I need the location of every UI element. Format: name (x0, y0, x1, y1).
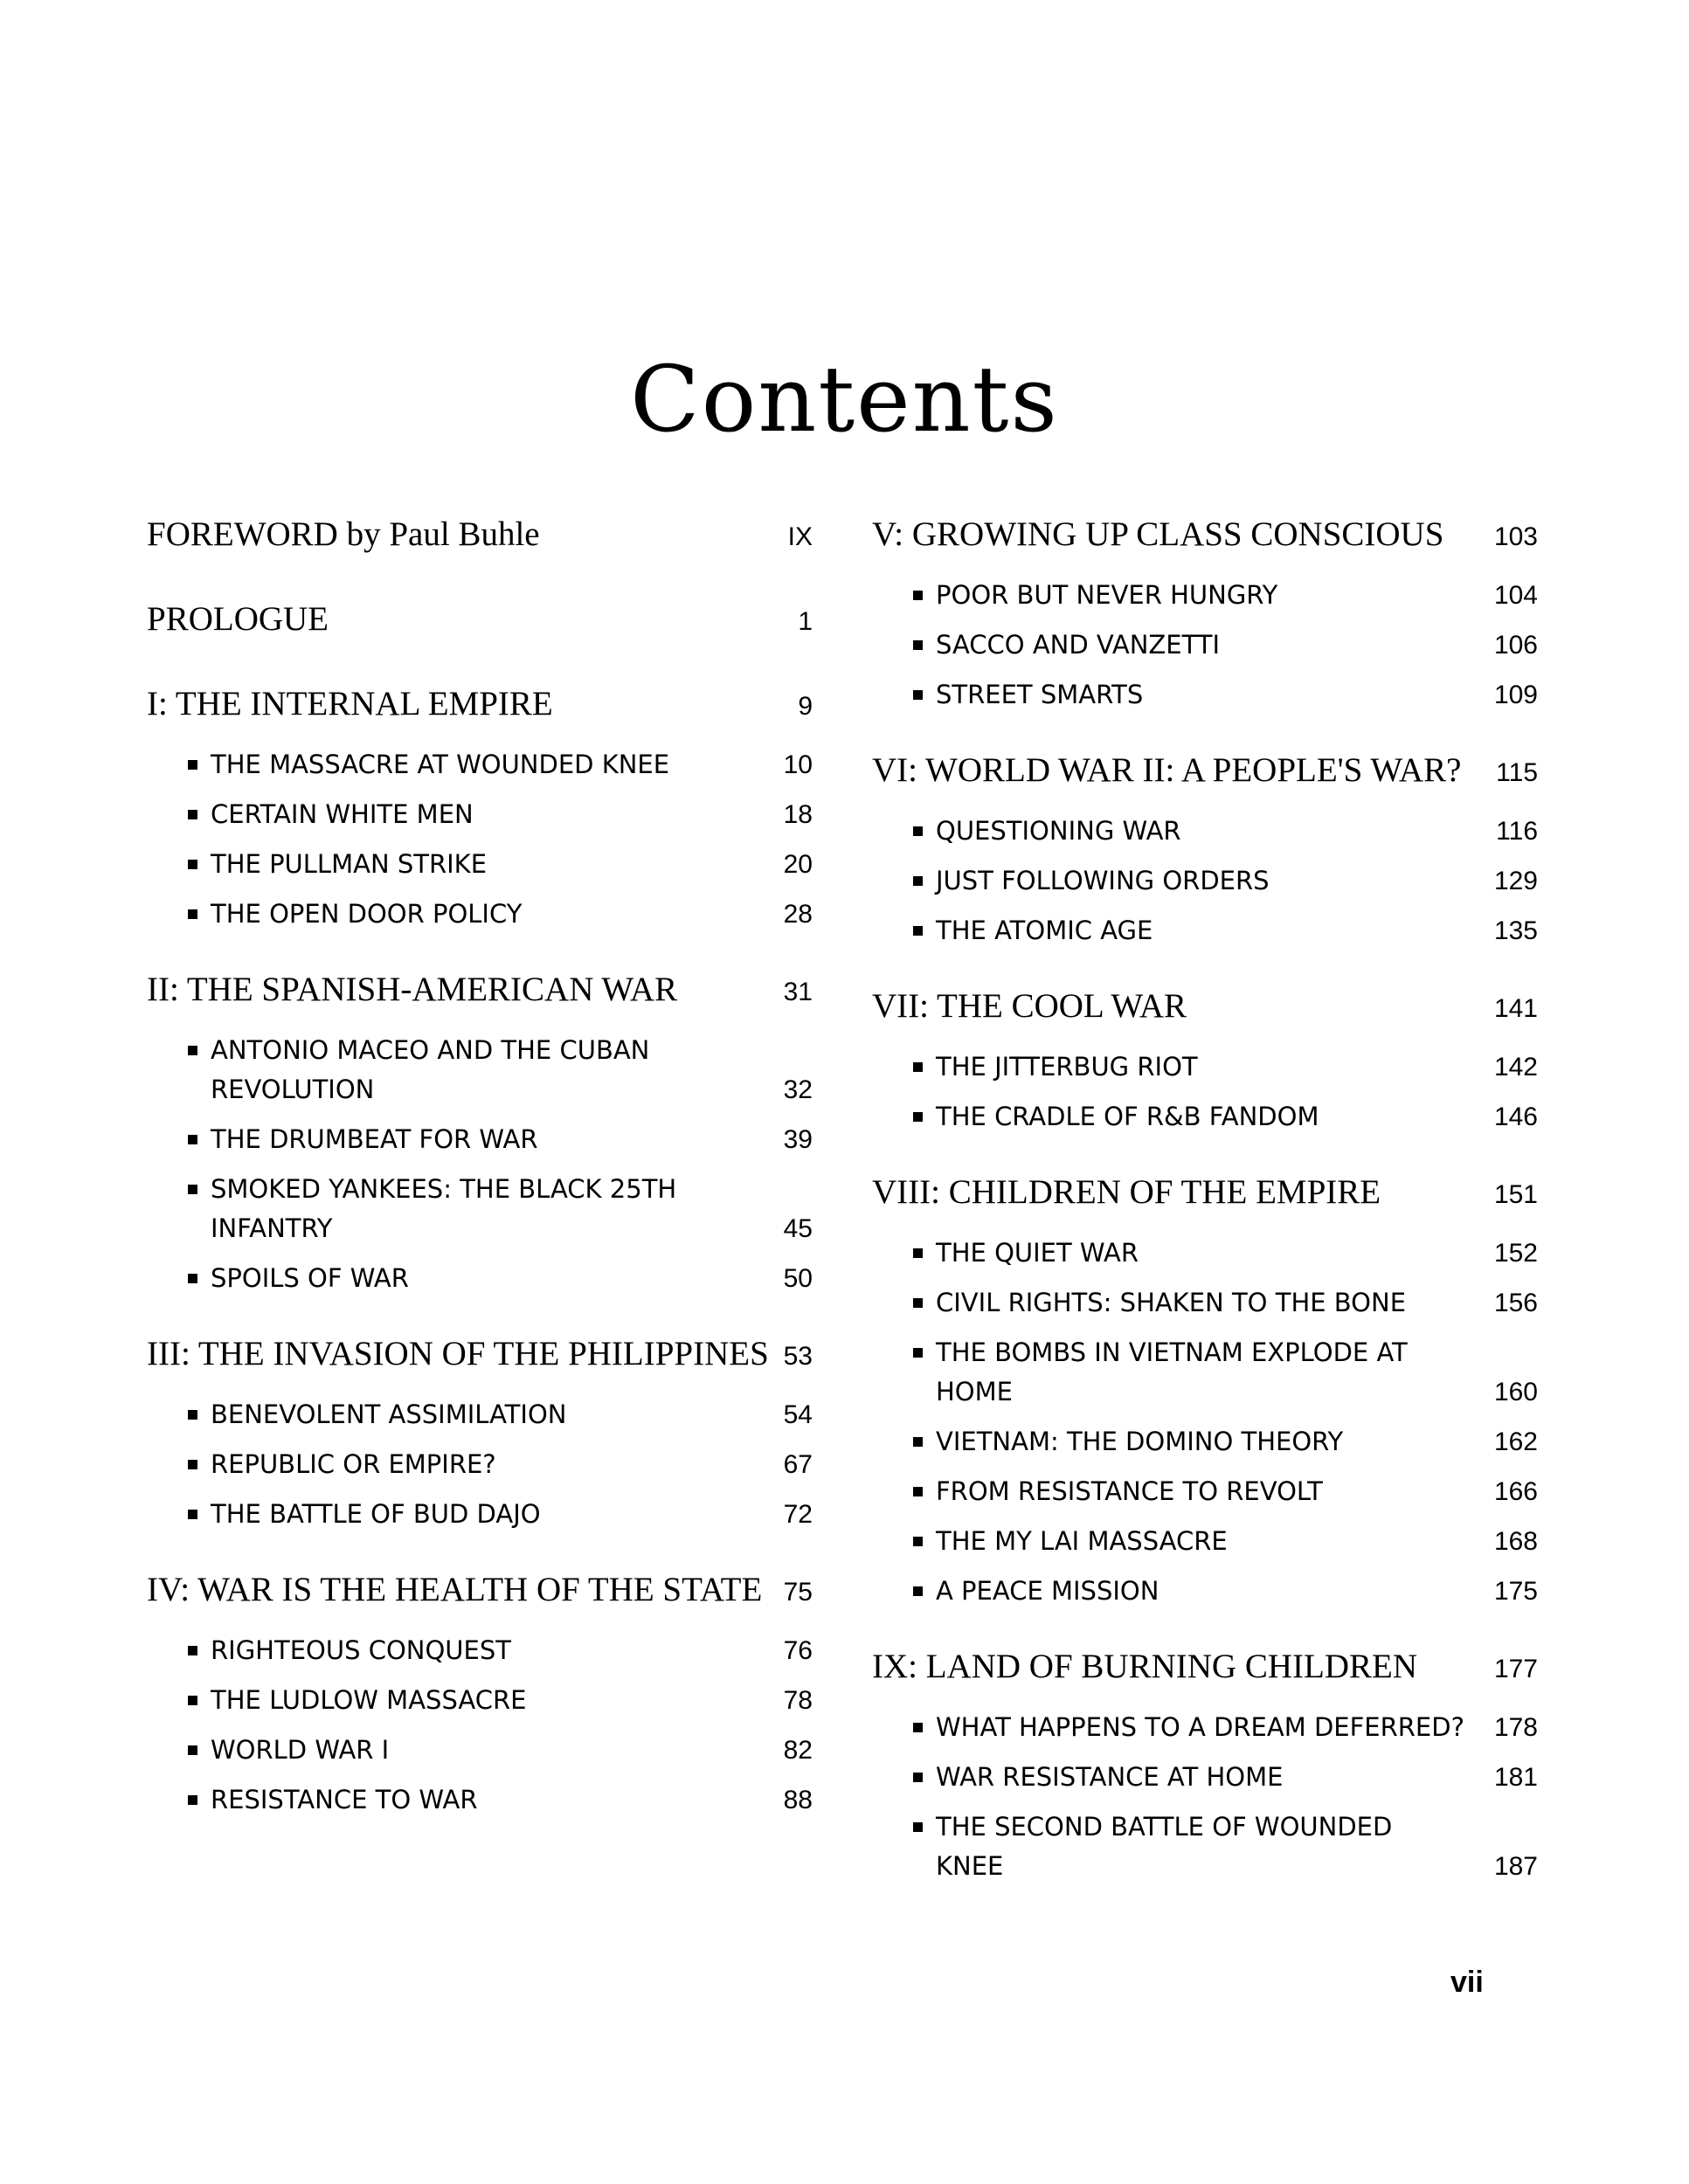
page-number: 177 (1493, 1655, 1538, 1683)
toc-section (872, 1758, 1538, 1797)
page-number: 152 (1493, 1239, 1538, 1268)
section-title: THE ATOMIC AGE (913, 911, 1494, 950)
toc-chapter-8 (872, 1173, 1538, 1214)
toc-section (147, 795, 813, 834)
toc-section (147, 1731, 813, 1770)
chapter-title: II: THE SPANISH-AMERICAN WAR (147, 971, 678, 1008)
section-title: FROM RESISTANCE TO REVOLT (913, 1472, 1494, 1511)
section-title: VIETNAM: THE DOMINO THEORY (913, 1422, 1494, 1462)
chapter-3-sections (147, 1395, 813, 1534)
chapter-title: V: GROWING UP CLASS CONSCIOUS (872, 515, 1444, 553)
section-title: THE SECOND BATTLE OF WOUNDED KNEE (913, 1807, 1460, 1886)
page-number: 32 (783, 1075, 813, 1104)
section-title: CIVIL RIGHTS: SHAKEN TO THE BONE (913, 1283, 1494, 1323)
toc-section (872, 1047, 1538, 1087)
toc-section (147, 1120, 813, 1159)
section-title: THE PULLMAN STRIKE (188, 845, 784, 884)
page-number: 75 (783, 1578, 813, 1607)
toc-prologue (147, 600, 813, 641)
toc-chapter-1 (147, 685, 813, 726)
chapter-title: FOREWORD by Paul Buhle (147, 515, 540, 553)
toc-section (872, 625, 1538, 665)
section-title: SACCO AND VANZETTI (913, 625, 1494, 665)
toc-section (872, 1522, 1538, 1561)
chapter-5-sections (872, 576, 1538, 715)
section-title: THE OPEN DOOR POLICY (188, 895, 784, 934)
page-number: 103 (1493, 522, 1538, 551)
page-number: 141 (1493, 994, 1538, 1023)
chapter-6-sections (872, 812, 1538, 950)
section-title: STREET SMARTS (913, 675, 1494, 715)
toc-foreword (147, 515, 813, 556)
section-title: RIGHTEOUS CONQUEST (188, 1631, 784, 1670)
section-title: BENEVOLENT ASSIMILATION (188, 1395, 784, 1434)
toc-section (147, 1681, 813, 1720)
page-number: 162 (1493, 1427, 1538, 1456)
toc-section (872, 911, 1538, 950)
toc-section (147, 745, 813, 784)
page-number: 160 (1493, 1378, 1538, 1406)
section-title: POOR BUT NEVER HUNGRY (913, 576, 1494, 615)
section-title: THE MY LAI MASSACRE (913, 1522, 1494, 1561)
page-number: 109 (1493, 681, 1538, 709)
toc-chapter-2 (147, 971, 813, 1012)
toc-section (872, 1572, 1538, 1611)
toc-section (147, 1631, 813, 1670)
page-number: 67 (783, 1450, 813, 1479)
section-title: SMOKED YANKEES: THE BLACK 25TH INFANTRY (188, 1170, 735, 1248)
toc-section (872, 1472, 1538, 1511)
section-title: QUESTIONING WAR (913, 812, 1496, 851)
page-title: Contents (630, 346, 1059, 453)
page-number: 146 (1493, 1102, 1538, 1131)
page-number: 156 (1493, 1289, 1538, 1317)
toc-section (147, 1395, 813, 1434)
toc-chapter-5 (872, 515, 1538, 556)
chapter-title: VI: WORLD WAR II: A PEOPLE'S WAR? (872, 751, 1462, 789)
page-number: 88 (783, 1786, 813, 1814)
toc-section (147, 1445, 813, 1484)
chapter-title: VII: THE COOL WAR (872, 987, 1187, 1025)
page-number: 151 (1493, 1180, 1538, 1209)
chapter-4-sections (147, 1631, 813, 1820)
page-number: 18 (783, 800, 813, 829)
page-number: 78 (783, 1686, 813, 1715)
chapter-title: IV: WAR IS THE HEALTH OF THE STATE (147, 1571, 763, 1608)
page-number: 76 (783, 1636, 813, 1665)
page-number: 129 (1493, 867, 1538, 895)
chapter-2-sections (147, 1031, 813, 1298)
toc-section (872, 1097, 1538, 1137)
page-number: 39 (783, 1125, 813, 1154)
toc-chapter-3 (147, 1335, 813, 1376)
page-number: 20 (783, 850, 813, 879)
section-title: ANTONIO MACEO AND THE CUBAN REVOLUTION (188, 1031, 735, 1109)
toc-section (147, 1031, 813, 1109)
toc-section (872, 1422, 1538, 1462)
toc-section (872, 812, 1538, 851)
chapter-title: VIII: CHILDREN OF THE EMPIRE (872, 1173, 1381, 1211)
section-title: SPOILS OF WAR (188, 1259, 784, 1298)
chapter-9-sections (872, 1708, 1538, 1886)
chapter-7-sections (872, 1047, 1538, 1137)
page-number: 116 (1496, 817, 1538, 846)
section-title: REPUBLIC OR EMPIRE? (188, 1445, 784, 1484)
toc-section (872, 1333, 1538, 1412)
chapter-title: III: THE INVASION OF THE PHILIPPINES (147, 1335, 769, 1372)
page-number: 115 (1496, 758, 1538, 787)
section-title: WORLD WAR I (188, 1731, 784, 1770)
toc-section (872, 1283, 1538, 1323)
chapter-8-sections (872, 1234, 1538, 1611)
page-number: 31 (783, 978, 813, 1006)
page-number: 181 (1493, 1763, 1538, 1792)
toc-section (872, 1234, 1538, 1273)
page-number: 142 (1493, 1053, 1538, 1082)
toc-chapter-7 (872, 987, 1538, 1028)
toc-chapter-6 (872, 751, 1538, 792)
section-title: WAR RESISTANCE AT HOME (913, 1758, 1494, 1797)
page-folio: vii (1450, 1966, 1484, 1999)
page-number: 53 (783, 1342, 813, 1371)
toc-chapter-4 (147, 1571, 813, 1612)
toc-right-column (872, 515, 1538, 1923)
toc-section (147, 895, 813, 934)
section-title: THE QUIET WAR (913, 1234, 1494, 1273)
toc-section (872, 1708, 1538, 1747)
page-number: 168 (1493, 1527, 1538, 1556)
toc-section (872, 675, 1538, 715)
page-number: 50 (783, 1264, 813, 1293)
chapter-1-sections (147, 745, 813, 934)
section-title: THE JITTERBUG RIOT (913, 1047, 1494, 1087)
toc-section (147, 1780, 813, 1820)
section-title: THE DRUMBEAT FOR WAR (188, 1120, 784, 1159)
section-title: A PEACE MISSION (913, 1572, 1494, 1611)
page-number: 178 (1493, 1713, 1538, 1742)
page-number: 135 (1493, 916, 1538, 945)
toc-section (872, 1807, 1538, 1886)
section-title: CERTAIN WHITE MEN (188, 795, 784, 834)
section-title: RESISTANCE TO WAR (188, 1780, 784, 1820)
chapter-title: IX: LAND OF BURNING CHILDREN (872, 1648, 1417, 1685)
page-number: 28 (783, 900, 813, 929)
page-number: 175 (1493, 1577, 1538, 1606)
page-number: 72 (783, 1500, 813, 1529)
toc-chapter-9 (872, 1648, 1538, 1689)
section-title: THE CRADLE OF R&B FANDOM (913, 1097, 1494, 1137)
toc-section (872, 576, 1538, 615)
section-title: THE LUDLOW MASSACRE (188, 1681, 784, 1720)
page-number: 10 (783, 750, 813, 779)
toc-section (147, 1259, 813, 1298)
toc-section (147, 845, 813, 884)
chapter-title: PROLOGUE (147, 600, 329, 638)
section-title: THE MASSACRE AT WOUNDED KNEE (188, 745, 784, 784)
page-number: 104 (1493, 581, 1538, 610)
page-number: 9 (798, 692, 813, 721)
section-title: THE BOMBS IN VIETNAM EXPLODE AT HOME (913, 1333, 1460, 1412)
page-number: 166 (1493, 1477, 1538, 1506)
page-number: 45 (783, 1214, 813, 1243)
chapter-title: I: THE INTERNAL EMPIRE (147, 685, 553, 722)
section-title: JUST FOLLOWING ORDERS (913, 861, 1494, 901)
toc-section (147, 1495, 813, 1534)
page-number: 106 (1493, 631, 1538, 660)
page-number: 1 (798, 607, 813, 636)
toc-left-column (147, 515, 813, 1856)
toc-section (872, 861, 1538, 901)
page-number: 82 (783, 1736, 813, 1765)
page-number: 54 (783, 1400, 813, 1429)
section-title: THE BATTLE OF BUD DAJO (188, 1495, 784, 1534)
page-number: IX (787, 522, 813, 551)
toc-section (147, 1170, 813, 1248)
page-number: 187 (1493, 1852, 1538, 1881)
section-title: WHAT HAPPENS TO A DREAM DEFERRED? (913, 1708, 1494, 1747)
